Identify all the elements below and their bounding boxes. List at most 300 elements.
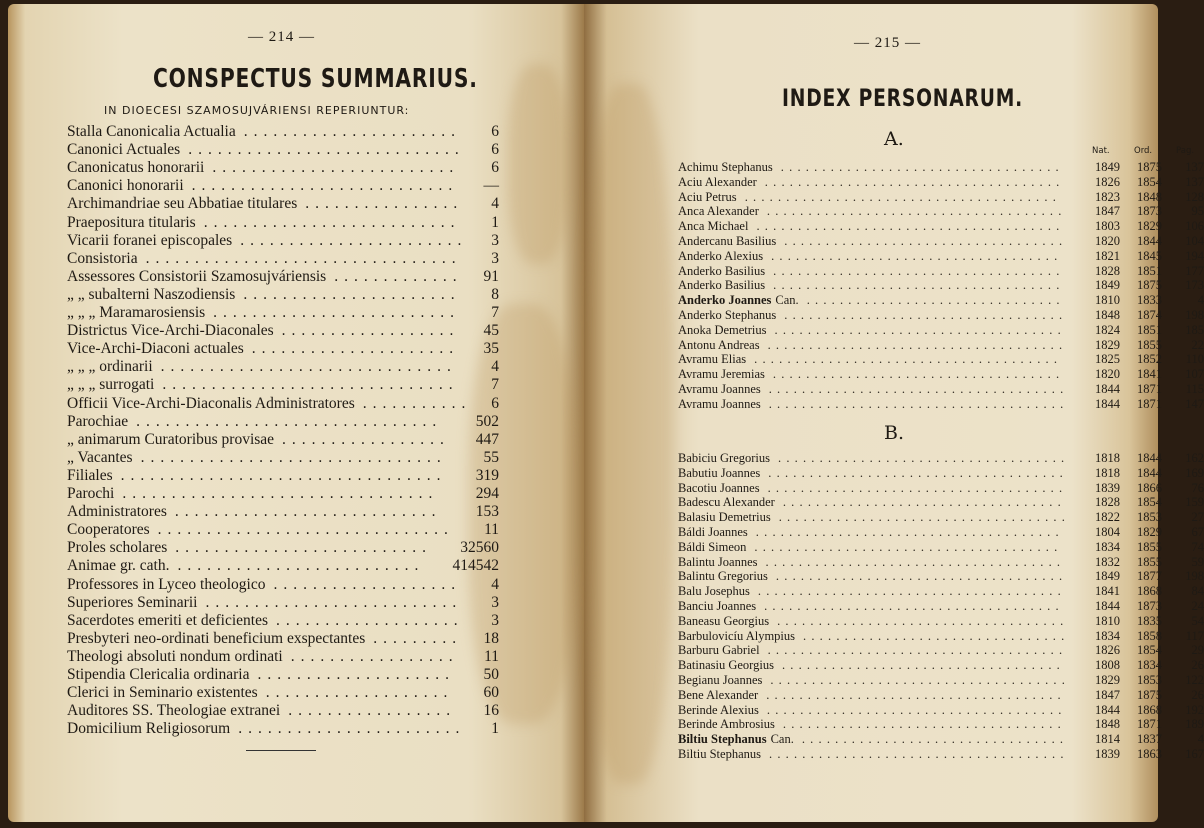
leader-dots: .....................................: [756, 219, 1065, 234]
leader-dots: ..............................: [160, 358, 457, 376]
row-label: Officii Vice-Archi-Diaconalis Administratores: [67, 394, 355, 412]
row-value: 7: [491, 376, 499, 394]
entry-pag: 104: [1185, 234, 1204, 248]
entry-name: Anderko Basilius: [678, 263, 766, 278]
summary-row: [67, 395, 499, 412]
row-value: 11: [484, 647, 499, 665]
entry-ord: 1871: [1137, 717, 1162, 732]
index-entry: [678, 204, 1204, 219]
row-label: Presbyteri neo-ordinati beneficium exspectantes: [67, 629, 366, 647]
leader-dots: ..................................: [782, 717, 1066, 732]
leader-dots: ..............................: [162, 376, 459, 394]
entry-name: Anca Michael: [678, 219, 749, 234]
entry-nat: 1820: [1095, 367, 1120, 382]
row-value: 6: [491, 123, 499, 140]
row-label: Districtus Vice-Archi-Diaconales: [67, 322, 274, 340]
entry-pag: 169: [1185, 465, 1204, 480]
index-entry: [678, 658, 1204, 673]
row-value: 7: [491, 304, 499, 321]
entry-pag: 4: [1197, 732, 1204, 747]
entry-pag: 177: [1185, 263, 1204, 278]
summary-row: [67, 214, 499, 231]
entry-pag: 185: [1185, 322, 1204, 337]
row-value: 3: [491, 249, 499, 267]
summary-row: [67, 485, 499, 502]
entry-name: Babutiu Joannes: [678, 465, 761, 480]
leader-dots: ...................................: [777, 613, 1069, 628]
leader-dots: .......................: [238, 720, 466, 738]
row-value: 294: [475, 485, 499, 502]
leader-dots: ...................................: [775, 569, 1068, 584]
row-label: Filiales: [67, 466, 113, 484]
entry-ord: 1835: [1137, 613, 1162, 628]
index-entry: [678, 584, 1204, 599]
entry-pag: 167: [1185, 747, 1204, 761]
column-header-pag: Pag.: [1176, 146, 1195, 156]
entry-nat: 1823: [1095, 189, 1120, 204]
summary-row: [67, 232, 499, 249]
entry-ord: 1837: [1137, 732, 1162, 747]
entry-name: Báldi Joannes: [678, 525, 748, 539]
index-entry: [678, 465, 1204, 480]
leader-dots: ...................................: [773, 263, 1065, 278]
entry-ord: 1844: [1137, 451, 1162, 465]
leader-dots: .................................: [120, 466, 447, 484]
row-label: „ Vacantes: [67, 448, 133, 466]
entry-name: Balu Josephus: [678, 584, 750, 599]
summary-row: [67, 304, 499, 321]
leader-dots: ................: [305, 195, 464, 213]
index-entry: [678, 673, 1204, 687]
leader-dots: ....................................: [768, 382, 1069, 396]
entry-name: Banciu Joannes: [678, 599, 757, 613]
entry-nat: 1848: [1095, 308, 1120, 322]
leader-dots: ...............................: [806, 293, 1065, 308]
page-number: — 215 —: [854, 35, 921, 51]
index-entry: [678, 451, 1204, 465]
entry-nat: 1826: [1095, 643, 1120, 658]
entry-pag: 59: [1191, 554, 1204, 569]
entry-pag: 192: [1185, 702, 1204, 717]
entry-nat: 1829: [1095, 337, 1120, 352]
summary-row: [67, 557, 499, 574]
entry-ord: 1871: [1137, 396, 1162, 411]
index-entry: [678, 396, 1204, 411]
index-entry: [678, 174, 1204, 189]
leader-dots: ....................................: [770, 673, 1071, 687]
entry-ord: 1854: [1137, 495, 1162, 510]
entry-name: Anderko Basilius: [678, 278, 766, 293]
leader-dots: ...........................: [174, 503, 442, 521]
entry-name: Achimu Stephanus: [678, 160, 773, 174]
row-label: Proles scholares: [67, 539, 168, 557]
row-value: 447: [475, 430, 499, 448]
entry-nat: 1825: [1095, 352, 1120, 367]
section-letter: B.: [884, 422, 905, 444]
entry-name: Biltiu Stephanus: [678, 732, 767, 747]
row-value: 6: [491, 394, 499, 412]
entry-nat: 1828: [1095, 263, 1120, 278]
entry-ord: 1868: [1137, 702, 1162, 717]
row-label: Stalla Canonicalia Actualia: [67, 123, 236, 140]
summary-row: [67, 340, 499, 357]
summary-row: [67, 177, 499, 194]
entry-name: Anderko Alexius: [678, 248, 764, 263]
entry-ord: 1855: [1137, 337, 1162, 352]
leader-dots: ....................................: [768, 396, 1069, 411]
entry-pag: 4: [1197, 293, 1204, 308]
summary-row: [67, 594, 499, 611]
row-label: Parochi: [67, 485, 115, 502]
index-entry: [678, 747, 1204, 761]
summary-row: [67, 449, 499, 466]
entry-pag: 106: [1185, 219, 1204, 234]
row-label: Canonici Actuales: [67, 141, 181, 159]
entry-pag: 67: [1191, 525, 1204, 539]
entry-ord: 1877: [1137, 569, 1162, 584]
entry-pag: 26: [1191, 687, 1204, 702]
leader-dots: ...................: [265, 684, 454, 702]
leader-dots: ...................................: [773, 278, 1065, 293]
leader-dots: ....................................: [766, 204, 1067, 219]
entry-ord: 1845: [1137, 248, 1162, 263]
entry-nat: 1810: [1095, 613, 1120, 628]
entry-name: Berinde Ambrosius: [678, 717, 775, 732]
summary-row: [67, 431, 499, 448]
entry-name: Biltiu Stephanus: [678, 747, 761, 761]
leader-dots: ....................................: [767, 337, 1068, 352]
entry-name: Babiciu Gregorius: [678, 451, 770, 465]
index-entry: [678, 248, 1204, 263]
entry-nat: 1847: [1095, 687, 1120, 702]
leader-dots: .........................: [212, 159, 460, 177]
entry-name: Anderko Joannes: [678, 293, 772, 308]
row-label: Canonicatus honorarii: [67, 159, 205, 177]
row-label: Administratores: [67, 503, 167, 521]
entry-pag: 147: [1185, 396, 1204, 411]
leader-dots: ...................................: [778, 510, 1071, 525]
entry-name: Anoka Demetrius: [678, 322, 767, 337]
entry-name: Avramu Jeremias: [678, 367, 765, 382]
end-rule: [246, 750, 316, 751]
leader-dots: ..................................: [784, 234, 1068, 248]
leader-dots: ................................: [145, 249, 462, 267]
entry-ord: 1854: [1137, 174, 1162, 189]
entry-pag: 76: [1191, 480, 1204, 495]
row-value: 153: [475, 503, 499, 521]
summary-row: [67, 195, 499, 212]
entry-ord: 1875: [1137, 278, 1162, 293]
row-label: „ „ subalterni Naszodiensis: [67, 285, 236, 303]
entry-name: Avramu Joannes: [678, 396, 761, 411]
entry-pag: 194: [1185, 248, 1204, 263]
entry-nat: 1841: [1095, 584, 1120, 599]
leader-dots: .................: [282, 430, 450, 448]
entry-name: Anderko Stephanus: [678, 308, 777, 322]
entry-nat: 1849: [1095, 278, 1120, 293]
entry-name: Bacotiu Joannes: [678, 480, 760, 495]
row-value: 1: [491, 213, 499, 231]
entry-name: Batinasiu Georgius: [678, 658, 774, 673]
leader-dots: ..........................: [175, 539, 433, 557]
entry-pag: 74: [1191, 539, 1204, 554]
entry-ord: 1848: [1137, 189, 1162, 204]
entry-pag: 115: [1185, 382, 1204, 396]
right-page: [584, 4, 1204, 822]
entry-pag: 162: [1185, 451, 1204, 465]
row-value: 35: [483, 340, 499, 358]
row-label: Stipendia Clericalia ordinaria: [67, 666, 250, 683]
index-entry: [678, 717, 1204, 732]
entry-pag: 159: [1185, 495, 1204, 510]
leader-dots: ....................................: [767, 643, 1068, 658]
entry-name: Avramu Joannes: [678, 382, 761, 396]
summary-row: [67, 648, 499, 665]
entry-ord: 1863: [1137, 747, 1162, 761]
leader-dots: ...................: [273, 575, 462, 593]
entry-nat: 1821: [1095, 248, 1120, 263]
entry-pag: 173: [1185, 278, 1204, 293]
entry-name: Anca Alexander: [678, 204, 759, 219]
row-value: 319: [475, 466, 499, 484]
leader-dots: ....................................: [764, 599, 1064, 613]
summary-row: [67, 666, 499, 683]
entry-pag: 110: [1185, 352, 1204, 367]
index-entry: [678, 308, 1204, 322]
summary-row: [67, 286, 499, 303]
row-value: 32560: [460, 539, 499, 557]
entry-nat: 1826: [1095, 174, 1120, 189]
entry-pag: 198: [1185, 569, 1204, 584]
summary-row: [67, 521, 499, 538]
index-entry: [678, 160, 1204, 174]
row-label: Animae gr. cath.: [67, 557, 170, 575]
row-label: Auditores SS. Theologiae extranei: [67, 702, 281, 720]
entry-ord: 1873: [1137, 599, 1162, 613]
index-entry: [678, 732, 1204, 747]
column-header-nat: Nat.: [1092, 146, 1110, 156]
index-entry: [678, 569, 1204, 584]
summary-row: [67, 250, 499, 267]
summary-row: [67, 413, 499, 430]
row-value: —: [483, 177, 499, 195]
leader-dots: ..................................: [780, 160, 1064, 174]
row-value: 91: [483, 267, 499, 285]
index-entry: [678, 263, 1204, 278]
entry-nat: 1844: [1095, 396, 1120, 411]
entry-name: Aciu Alexander: [678, 174, 757, 189]
entry-name: Báldi Simeon: [678, 539, 747, 554]
entry-nat: 1844: [1095, 382, 1120, 396]
row-label: „ „ „ Maramarosiensis: [67, 304, 206, 321]
page-title: CONSPECTUS SUMMARIUS.: [153, 64, 478, 94]
column-header-ord: Ord.: [1134, 146, 1153, 156]
leader-dots: ..........................: [205, 593, 463, 611]
index-entry: [678, 382, 1204, 396]
index-entry: [678, 599, 1204, 613]
summary-row: [67, 358, 499, 375]
row-value: 16: [483, 702, 499, 720]
leader-dots: .....................................: [755, 525, 1064, 539]
entry-suffix: Can.: [770, 732, 794, 747]
index-entry: [678, 278, 1204, 293]
row-label: „ „ „ ordinarii: [67, 358, 153, 376]
index-entry: [678, 613, 1204, 628]
entry-pag: 95: [1191, 204, 1204, 219]
summary-row: [67, 322, 499, 339]
entry-ord: 1829: [1137, 525, 1162, 539]
entry-name: Bene Alexander: [678, 687, 759, 702]
entry-pag: 137: [1185, 174, 1204, 189]
leader-dots: ....................................: [767, 480, 1068, 495]
entry-ord: 1875: [1137, 160, 1162, 174]
summary-row: [67, 630, 499, 647]
row-value: 6: [491, 141, 499, 159]
summary-row: [67, 159, 499, 176]
entry-nat: 1810: [1095, 293, 1120, 308]
row-label: Archimandriae seu Abbatiae titulares: [67, 195, 298, 213]
index-entry: [678, 367, 1204, 382]
index-entry: [678, 702, 1204, 717]
leader-dots: ......................: [243, 285, 461, 303]
entry-name: Barbulovicíu Alympius: [678, 628, 796, 643]
row-label: Parochiae: [67, 412, 129, 430]
leader-dots: ..................................: [782, 495, 1066, 510]
entry-nat: 1849: [1095, 160, 1120, 174]
entry-ord: 1866: [1137, 480, 1162, 495]
page-title: INDEX PERSONARUM.: [782, 84, 1024, 112]
entry-nat: 1839: [1095, 747, 1120, 761]
leader-dots: ...........: [362, 394, 472, 412]
entry-nat: 1828: [1095, 495, 1120, 510]
entry-nat: 1834: [1095, 628, 1120, 643]
entry-pag: 198: [1185, 308, 1204, 322]
entry-ord: 1853: [1137, 673, 1162, 687]
entry-name: Begianu Joannes: [678, 673, 763, 687]
entry-nat: 1804: [1095, 525, 1120, 539]
entry-ord: 1855: [1137, 554, 1162, 569]
entry-pag: 117: [1185, 628, 1204, 643]
index-entry: [678, 322, 1204, 337]
entry-ord: 1844: [1137, 465, 1162, 480]
entry-suffix: Can.: [775, 293, 799, 308]
summary-row: [67, 684, 499, 701]
summary-row: [67, 123, 499, 140]
entry-name: Balintu Gregorius: [678, 569, 768, 584]
summary-row: [67, 268, 499, 285]
entry-name: Balintu Joannes: [678, 554, 758, 569]
index-entry: [678, 510, 1204, 525]
row-value: 45: [483, 322, 499, 340]
row-value: 3: [491, 611, 499, 629]
index-entry: [678, 525, 1204, 539]
leader-dots: ...............................: [140, 448, 447, 466]
entry-nat: 1824: [1095, 322, 1120, 337]
leader-dots: ..............................: [157, 521, 454, 539]
entry-ord: 1834: [1137, 658, 1162, 673]
entry-ord: 1858: [1137, 628, 1162, 643]
entry-nat: 1832: [1095, 554, 1120, 569]
row-label: „ „ „ surrogati: [67, 376, 155, 394]
leader-dots: .......................: [240, 231, 468, 249]
entry-nat: 1814: [1095, 732, 1120, 747]
row-value: 3: [491, 593, 499, 611]
row-label: Cooperatores: [67, 521, 150, 539]
summary-row: [67, 612, 499, 629]
entry-pag: 29: [1191, 643, 1204, 658]
section-letter: A.: [884, 128, 904, 150]
row-label: Vice-Archi-Diaconi actuales: [67, 340, 244, 358]
leader-dots: ................................: [803, 628, 1070, 643]
entry-name: Antonu Andreas: [678, 337, 760, 352]
leader-dots: .............: [334, 267, 463, 285]
leader-dots: ....................................: [768, 465, 1068, 480]
entry-name: Badescu Alexander: [678, 495, 775, 510]
entry-nat: 1820: [1095, 234, 1120, 248]
row-label: „ animarum Curatoribus provisae: [67, 430, 275, 448]
index-entry: [678, 687, 1204, 702]
index-entry: [678, 495, 1204, 510]
leader-dots: ......................: [243, 123, 461, 140]
leader-dots: ....................................: [764, 174, 1065, 189]
leader-dots: ....................: [257, 666, 455, 683]
subtitle: IN DIOECESI SZAMOSUJVÁRIENSI REPERIUNTUR:: [104, 104, 410, 117]
leader-dots: ...................................: [778, 451, 1070, 465]
row-label: Professores in Lyceo theologico: [67, 575, 266, 593]
summary-row: [67, 467, 499, 484]
entry-nat: 1829: [1095, 673, 1120, 687]
entry-ord: 1874: [1137, 308, 1162, 322]
leader-dots: ..................: [281, 322, 460, 340]
entry-pag: 54: [1191, 613, 1204, 628]
leader-dots: .....................................: [754, 539, 1063, 554]
entry-ord: 1833: [1137, 293, 1162, 308]
entry-ord: 1875: [1137, 687, 1162, 702]
leader-dots: .....................................: [757, 584, 1066, 599]
entry-ord: 1854: [1137, 643, 1162, 658]
entry-name: Avramu Elias: [678, 352, 747, 367]
entry-nat: 1834: [1095, 539, 1120, 554]
row-value: 1: [491, 720, 499, 738]
entry-nat: 1847: [1095, 204, 1120, 219]
entry-ord: 1868: [1137, 584, 1162, 599]
page-number: — 214 —: [248, 29, 315, 45]
leader-dots: .........: [373, 629, 463, 647]
left-page: [8, 4, 584, 822]
entry-pag: 22: [1191, 337, 1204, 352]
leader-dots: ....................................: [769, 747, 1069, 761]
entry-ord: 1844: [1137, 234, 1162, 248]
index-entry: [678, 643, 1204, 658]
leader-dots: ...................................: [772, 367, 1065, 382]
entry-ord: 1841: [1137, 367, 1162, 382]
entry-pag: 84: [1191, 584, 1204, 599]
leader-dots: ..................................: [781, 658, 1066, 673]
leader-dots: ......................................: [744, 189, 1062, 204]
index-entry: [678, 539, 1204, 554]
index-entry: [678, 352, 1204, 367]
entry-name: Aciu Petrus: [678, 189, 737, 204]
row-label: Domicilium Religiosorum: [67, 720, 231, 738]
row-value: 60: [483, 684, 499, 702]
open-book: [8, 4, 1204, 822]
row-value: 55: [483, 448, 499, 466]
entry-name: Barburu Gabriel: [678, 643, 760, 658]
row-value: 4: [491, 195, 499, 213]
entry-pag: 122: [1185, 673, 1204, 687]
row-value: 18: [483, 629, 499, 647]
row-label: Clerici in Seminario existentes: [67, 684, 258, 702]
